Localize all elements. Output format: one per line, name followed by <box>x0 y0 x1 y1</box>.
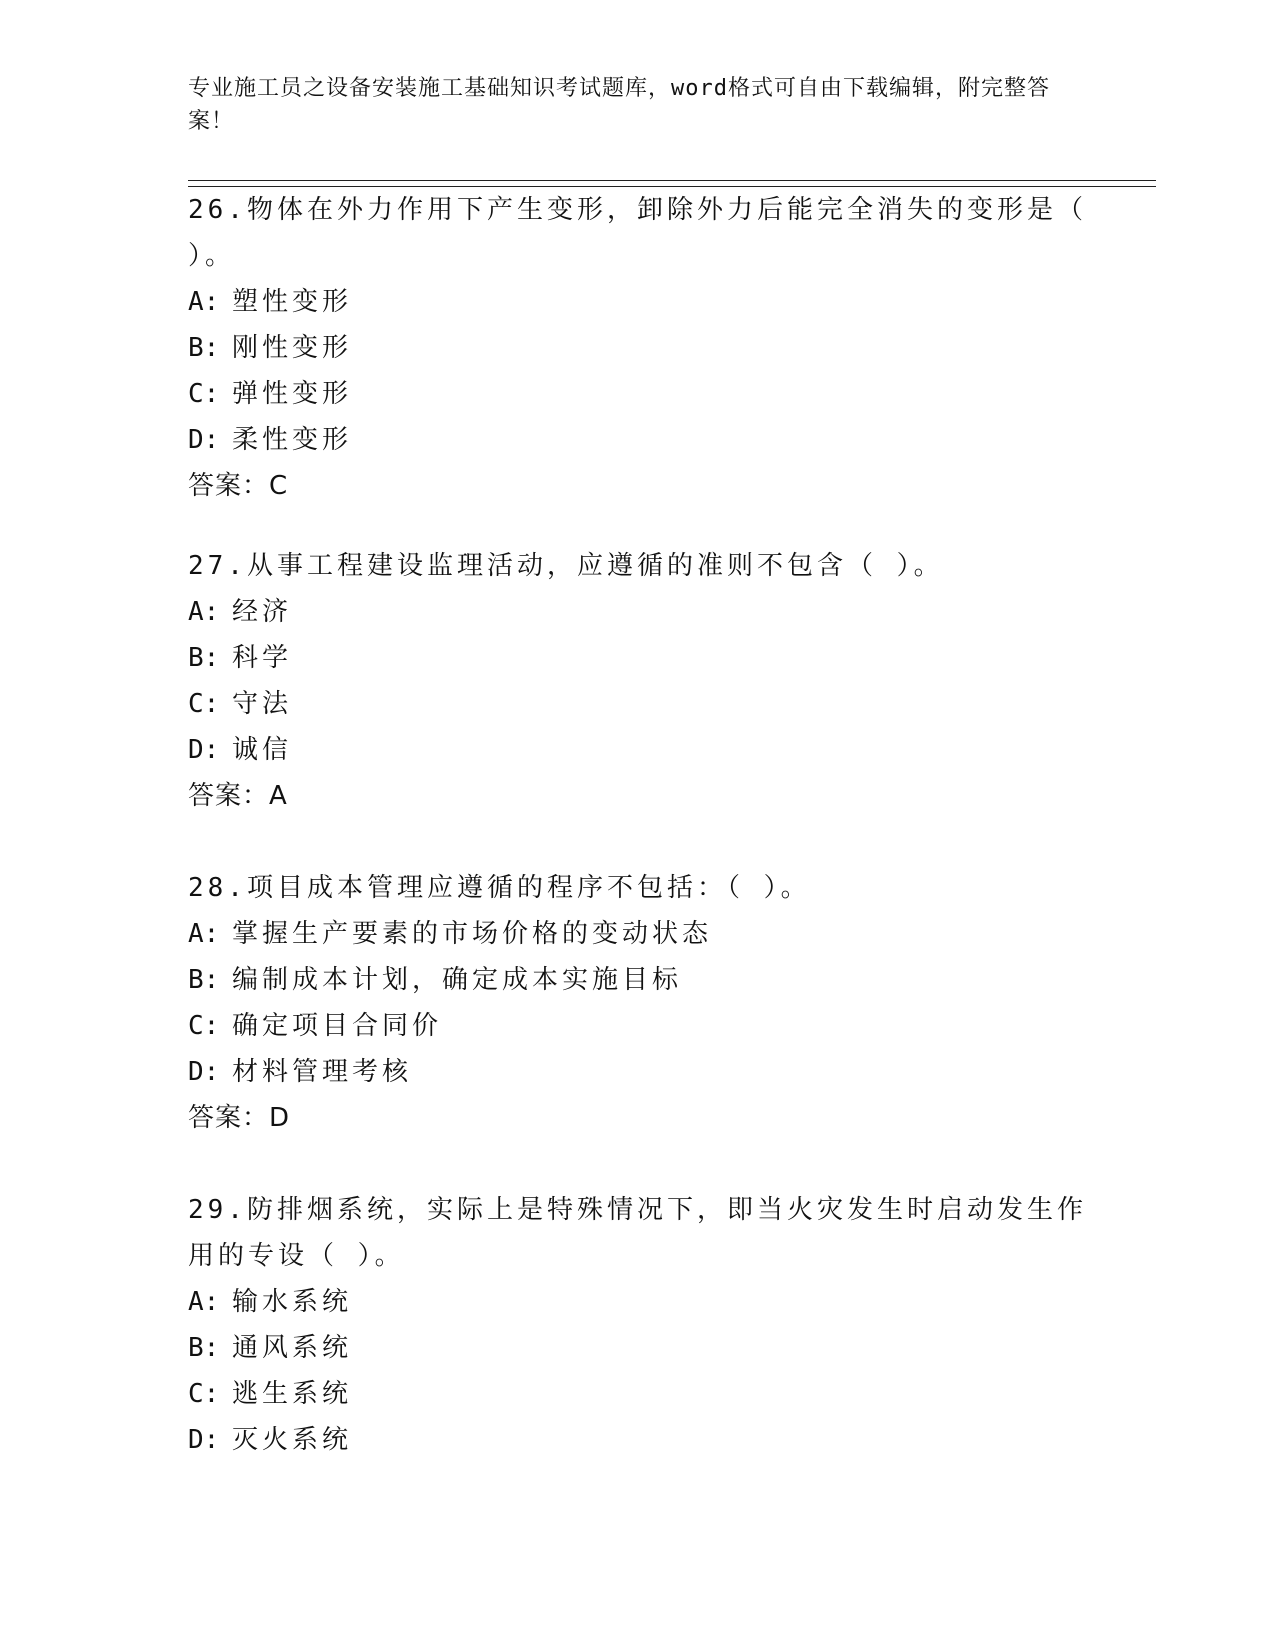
question-stem: 27.从事工程建设监理活动，应遵循的准则不包含（ ）。 <box>188 551 944 581</box>
option-letter: D: <box>188 425 220 455</box>
option-b <box>188 325 1088 371</box>
option-text: 弹性变形 <box>232 379 353 409</box>
option-text: 刚性变形 <box>232 333 353 363</box>
option-text: 掌握生产要素的市场价格的变动状态 <box>232 919 713 949</box>
option-text: 逃生系统 <box>232 1379 353 1409</box>
question-stem: 29.防排烟系统，实际上是特殊情况下，即当火灾发生时启动发生作用的专设（ ）。 <box>188 1195 1087 1271</box>
question-28 <box>188 865 1088 1141</box>
option-letter: C: <box>188 1379 220 1409</box>
option-letter: C: <box>188 689 220 719</box>
question-stem: 26.物体在外力作用下产生变形，卸除外力后能完全消失的变形是（ ）。 <box>188 195 1087 271</box>
option-letter: D: <box>188 1425 220 1455</box>
answer-line: 答案：C <box>188 471 289 501</box>
option-d <box>188 727 1088 773</box>
option-c <box>188 371 1088 417</box>
option-b <box>188 635 1088 681</box>
option-text: 编制成本计划，确定成本实施目标 <box>232 965 683 995</box>
option-c <box>188 1003 1088 1049</box>
option-text: 塑性变形 <box>232 287 353 317</box>
option-text: 输水系统 <box>232 1287 353 1317</box>
option-letter: C: <box>188 1011 220 1041</box>
option-text: 灭火系统 <box>232 1425 353 1455</box>
question-29 <box>188 1187 1088 1463</box>
option-letter: B: <box>188 333 220 363</box>
option-b <box>188 957 1088 1003</box>
question-27 <box>188 543 1088 819</box>
option-a <box>188 589 1088 635</box>
option-letter: D: <box>188 1057 220 1087</box>
answer-line: 答案：D <box>188 1103 291 1133</box>
option-text: 科学 <box>232 643 293 673</box>
option-d <box>188 417 1088 463</box>
option-a <box>188 911 1088 957</box>
option-text: 守法 <box>232 689 293 719</box>
option-text: 诚信 <box>232 735 293 765</box>
option-d <box>188 1049 1088 1095</box>
option-letter: A: <box>188 287 220 317</box>
option-text: 材料管理考核 <box>232 1057 413 1087</box>
option-letter: D: <box>188 735 220 765</box>
question-stem: 28.项目成本管理应遵循的程序不包括：（ ）。 <box>188 873 811 903</box>
question-26 <box>188 187 1088 509</box>
option-text: 通风系统 <box>232 1333 353 1363</box>
option-a <box>188 279 1088 325</box>
option-letter: A: <box>188 597 220 627</box>
option-a <box>188 1279 1088 1325</box>
option-letter: C: <box>188 379 220 409</box>
header-divider <box>188 180 1156 187</box>
option-letter: B: <box>188 1333 220 1363</box>
option-b <box>188 1325 1088 1371</box>
option-text: 经济 <box>232 597 293 627</box>
option-text: 确定项目合同价 <box>232 1011 443 1041</box>
option-c <box>188 1371 1088 1417</box>
answer-line: 答案：A <box>188 781 288 811</box>
option-letter: B: <box>188 965 220 995</box>
document-header: 专业施工员之设备安装施工基础知识考试题库，word格式可自由下载编辑，附完整答案！ <box>188 76 1050 134</box>
option-letter: A: <box>188 1287 220 1317</box>
option-letter: B: <box>188 643 220 673</box>
option-letter: A: <box>188 919 220 949</box>
option-d <box>188 1417 1088 1463</box>
option-c <box>188 681 1088 727</box>
option-text: 柔性变形 <box>232 425 353 455</box>
